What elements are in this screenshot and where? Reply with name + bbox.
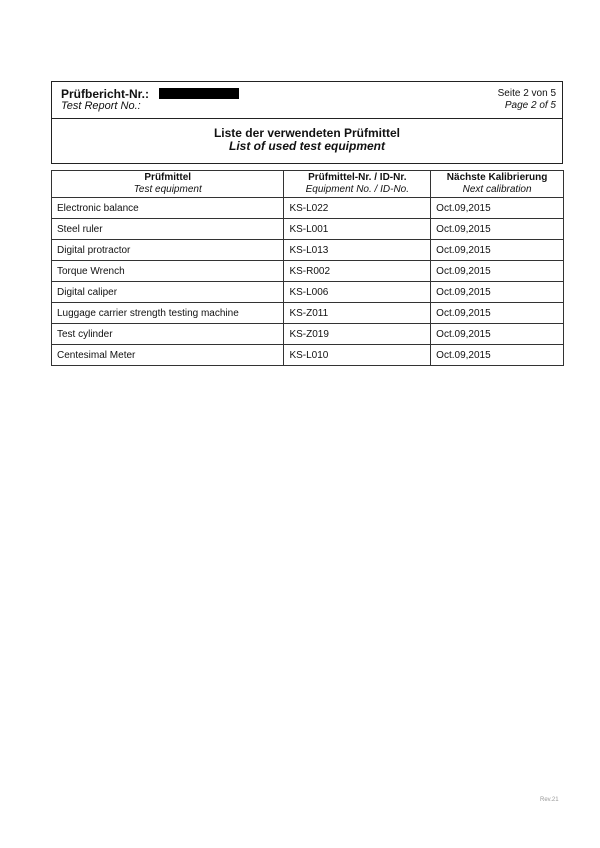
equipment-table	[51, 170, 564, 366]
page-indicator-de: Seite 2 von 5	[497, 88, 556, 99]
table-row	[52, 240, 564, 261]
equipment-name-cell: Digital protractor	[52, 240, 284, 261]
calibration-date-cell: Oct.09,2015	[431, 324, 564, 345]
report-number-label-en: Test Report No.:	[61, 100, 141, 112]
column-header-equipment	[52, 171, 284, 198]
column-header-en: Equipment No. / ID-No.	[305, 184, 409, 195]
calibration-date-cell: Oct.09,2015	[431, 303, 564, 324]
equipment-name-cell: Digital caliper	[52, 282, 284, 303]
column-header-equipment-no	[284, 171, 431, 198]
equipment-id-cell: KS-Z019	[284, 324, 431, 345]
equipment-name-cell: Steel ruler	[52, 219, 284, 240]
calibration-date-cell: Oct.09,2015	[431, 282, 564, 303]
report-header	[51, 81, 563, 164]
table-row	[52, 345, 564, 366]
table-row	[52, 303, 564, 324]
list-title-de: Liste der verwendeten Prüfmittel	[213, 126, 401, 140]
revision-mark: Rev.21	[540, 797, 559, 803]
report-number-section	[52, 82, 562, 119]
table-row	[52, 219, 564, 240]
list-title-en: List of used test equipment	[228, 139, 385, 153]
calibration-date-cell: Oct.09,2015	[431, 261, 564, 282]
equipment-name-cell: Electronic balance	[52, 198, 284, 219]
column-header-de: Nächste Kalibrierung	[446, 172, 548, 183]
equipment-id-cell: KS-L010	[284, 345, 431, 366]
column-header-next-calibration	[431, 171, 564, 198]
table-row	[52, 198, 564, 219]
column-header-de: Prüfmittel	[144, 172, 192, 183]
equipment-id-cell: KS-L013	[284, 240, 431, 261]
table-row	[52, 261, 564, 282]
equipment-name-cell: Centesimal Meter	[52, 345, 284, 366]
equipment-name-cell: Test cylinder	[52, 324, 284, 345]
table-row	[52, 324, 564, 345]
equipment-id-cell: KS-R002	[284, 261, 431, 282]
calibration-date-cell: Oct.09,2015	[431, 345, 564, 366]
column-header-en: Next calibration	[462, 184, 532, 195]
equipment-id-cell: KS-L022	[284, 198, 431, 219]
calibration-date-cell: Oct.09,2015	[431, 219, 564, 240]
equipment-id-cell: KS-Z011	[284, 303, 431, 324]
table-row	[52, 282, 564, 303]
equipment-name-cell: Luggage carrier strength testing machine	[52, 303, 284, 324]
page-indicator-en: Page 2 of 5	[504, 100, 556, 111]
table-header-row	[52, 171, 564, 198]
equipment-id-cell: KS-L001	[284, 219, 431, 240]
redacted-report-number	[159, 88, 239, 99]
report-number-label-de: Prüfbericht-Nr.:	[61, 87, 150, 101]
equipment-id-cell: KS-L006	[284, 282, 431, 303]
equipment-name-cell: Torque Wrench	[52, 261, 284, 282]
calibration-date-cell: Oct.09,2015	[431, 240, 564, 261]
column-header-de: Prüfmittel-Nr. / ID-Nr.	[308, 172, 407, 183]
column-header-en: Test equipment	[133, 184, 202, 195]
calibration-date-cell: Oct.09,2015	[431, 198, 564, 219]
